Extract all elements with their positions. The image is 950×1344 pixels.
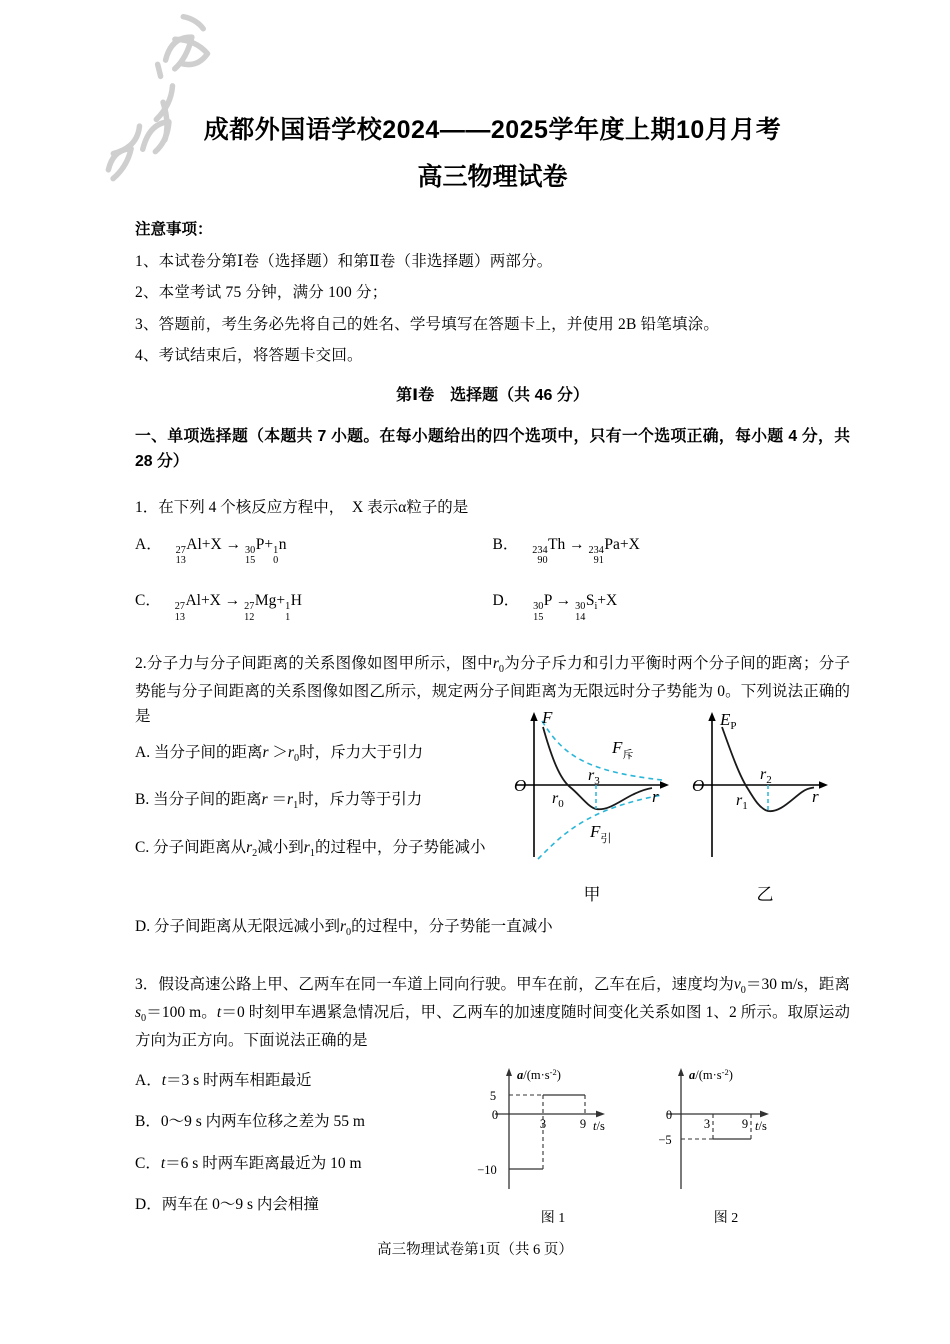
option-a-text-tail: 时，斥力大于引力	[299, 743, 424, 761]
reaction-operator: +X →	[200, 591, 241, 609]
figure-pair-jia-yi	[504, 707, 850, 905]
reaction-tail: +X	[619, 535, 640, 553]
question-1-option-b[interactable]	[493, 537, 851, 567]
question-3-number: 3．	[135, 976, 159, 994]
figure-yi-caption: 乙	[756, 884, 774, 904]
nuclide-sup-sub: 27 13	[174, 601, 185, 623]
nuclide-symbol: n	[278, 535, 287, 553]
nuclide-symbol: P	[543, 591, 552, 609]
option-b-label: B．	[492, 535, 519, 553]
figure-yi-svg	[680, 707, 850, 875]
figure-graph2-y-axis-label: $a/(m\cdot s^{-2})$	[689, 1066, 733, 1082]
var-v0-sub: 0	[740, 985, 746, 997]
figure-yi-origin-label: O	[692, 775, 705, 795]
option-c-label: C．	[135, 591, 161, 609]
question-2-options	[135, 729, 504, 859]
var-r: r	[287, 743, 294, 761]
question-3-option-c[interactable]	[135, 1130, 465, 1172]
question-3-options	[135, 1053, 465, 1213]
figure-jia-svg	[504, 707, 680, 875]
option-a-text: ＝3 s 时两车相距最近	[166, 1071, 312, 1089]
figure-graph1	[465, 1057, 641, 1227]
nuclide-sup-sub: 30 15	[244, 545, 256, 567]
option-a-relation: ＞	[272, 743, 288, 761]
var-r: r	[339, 917, 347, 935]
question-1-option-a[interactable]	[135, 537, 493, 567]
figure-yi	[680, 707, 850, 905]
figure-graph1-xtick-9: 9	[579, 1116, 587, 1131]
nuclide-sup-sub: 234 90	[532, 545, 548, 567]
option-a-label: A.	[135, 743, 151, 761]
notice-item-2: 2、本堂考试 75 分钟，满分 100 分；	[135, 284, 388, 301]
option-a-text: 当分子间的距离	[153, 743, 263, 761]
question-2-text-part1: 分子力与分子间距离的关系图像如图甲所示，图中	[146, 655, 493, 673]
figure-graph2-ytick-0: 0	[665, 1107, 673, 1122]
reaction-operator: +	[276, 591, 286, 609]
reaction-tail: +X	[597, 591, 618, 609]
var-t: t	[161, 1071, 167, 1089]
figure-jia-caption: 甲	[583, 884, 601, 904]
figure-yi-label-r1: $r_1$	[736, 791, 748, 812]
var-r-sub: 0	[346, 927, 352, 939]
notice-item-3: 3、答题前，考生务必先将自己的姓名、学号填写在答题卡上，并使用 2B 铅笔填涂。	[135, 315, 720, 333]
page-title: 成都外国语学校2024——2025学年度上期10月月考	[203, 116, 782, 144]
question-2-text-part2: 为分子斥力和引力平衡时两个分子间的距离；分子势能与分子间距离的关系图像如图乙所示，规定两分子间距离为无限远时分子势能为 0。下列说法正确的是	[135, 655, 850, 725]
notice-item-4: 4、考试结束后，将答题卡交回。	[135, 347, 363, 364]
figure-jia-origin-label: O	[514, 775, 527, 795]
var-r: r	[246, 838, 253, 856]
var-r-sub: 2	[252, 847, 258, 859]
figure-jia-label-fatt: $F_引$	[590, 821, 612, 845]
option-c-text-tail: 的过程中，分子势能减小	[314, 838, 486, 856]
question-3-option-a[interactable]	[135, 1053, 465, 1089]
option-b-text: 当分子间的距离	[153, 791, 262, 809]
page-subtitle: 高三物理试卷	[417, 163, 568, 191]
group-heading: 一、单项选择题（本题共 7 小题。在每小题给出的四个选项中，只有一个选项正确，每小题 4 分，共 28 分）	[135, 427, 850, 471]
reaction-operator: +	[264, 535, 274, 553]
reaction-arrow: →	[569, 535, 585, 553]
question-3-option-d[interactable]	[135, 1171, 465, 1213]
nuclide-isotope-sub: i	[594, 601, 598, 613]
option-c-relation: 减小到	[257, 838, 304, 856]
var-r-sub: 1	[309, 847, 315, 859]
question-2-option-c[interactable]	[135, 812, 504, 859]
option-b-relation: ＝	[271, 791, 288, 809]
question-3-stem	[135, 938, 850, 1052]
nuclide-sup-sub: 1 0	[273, 545, 279, 567]
option-c-label: C．	[135, 1154, 161, 1172]
question-1-options-row-1	[135, 520, 850, 567]
figure-graph2-xtick-3: 3	[703, 1116, 711, 1131]
option-d-label: D.	[135, 917, 151, 935]
figure-graph2-svg	[641, 1057, 811, 1202]
question-2-option-a[interactable]	[135, 729, 504, 764]
figure-graph2-xtick-9: 9	[741, 1116, 749, 1131]
part-heading: 第Ⅰ卷 选择题（共 46 分）	[396, 386, 589, 404]
figure-yi-y-axis-label: $E_P$	[720, 709, 737, 732]
option-a-label: A．	[135, 1071, 162, 1089]
figure-jia-label-frep: $F_斥$	[612, 737, 634, 761]
nuclide-sup-sub: 30 14	[575, 601, 586, 623]
question-2-option-b[interactable]	[135, 764, 504, 811]
var-r0-sub: 0	[498, 664, 504, 676]
nuclide-symbol: P	[255, 535, 265, 553]
option-c-text: ＝6 s 时两车距离最近为 10 m	[165, 1154, 362, 1172]
option-d-text: 两车在 0～9 s 内会相撞	[161, 1196, 319, 1214]
var-r-sub: 1	[293, 800, 299, 812]
question-3-option-b[interactable]	[135, 1088, 465, 1130]
option-c-text: 分子间距离从	[153, 838, 247, 856]
nuclide-sup-sub: 234 91	[588, 545, 604, 567]
question-2-number: 2.	[135, 655, 147, 673]
reaction-arrow: →	[555, 591, 572, 609]
notice-item-1: 1、本试卷分第Ⅰ卷（选择题）和第Ⅱ卷（非选择题）两部分。	[135, 252, 553, 270]
option-d-label: D．	[492, 591, 520, 609]
option-b-label: B.	[135, 791, 150, 809]
nuclide-sup-sub: 1 1	[285, 601, 291, 623]
option-b-text: 0～9 s 内两车位移之差为 55 m	[160, 1113, 365, 1131]
var-s0: s	[135, 1003, 142, 1021]
option-a-label: A．	[135, 535, 162, 553]
figure-graph2	[641, 1057, 811, 1227]
figure-graph2-x-axis-label: t/s	[755, 1118, 767, 1133]
option-b-label: B．	[135, 1113, 161, 1131]
figure-jia-label-r0: $r_0$	[552, 789, 564, 810]
option-c-label: C.	[135, 838, 150, 856]
option-d-text-tail: 的过程中，分子势能一直减小	[351, 917, 553, 935]
nuclide-sup-sub: 27 12	[244, 601, 255, 623]
var-t: t	[216, 1003, 222, 1021]
page-footer: 高三物理试卷第1页（共 6 页）	[377, 1242, 573, 1258]
figure-graph1-ytick-0: 0	[491, 1107, 499, 1122]
var-r: r	[261, 791, 268, 809]
question-3-text-line2a: ＝30 m/s，距离	[745, 976, 850, 994]
nuclide-symbol: Al	[186, 535, 202, 553]
figure-graph1-y-axis-label: $a/(m\cdot s^{-2})$	[517, 1066, 561, 1082]
var-t: t	[160, 1154, 166, 1172]
figure-yi-x-axis-label: r	[812, 786, 819, 806]
figure-graph2-caption: 图 2	[713, 1210, 739, 1226]
nuclide-sup-sub: 30 15	[533, 601, 544, 623]
question-1-text: 在下列 4 个核反应方程中， X 表示α粒子的是	[158, 498, 469, 516]
figure-graph1-xtick-3: 3	[539, 1116, 547, 1131]
figure-graph1-x-axis-label: t/s	[593, 1118, 605, 1133]
question-1-number: 1．	[135, 498, 159, 516]
figure-graph1-svg	[465, 1057, 641, 1202]
question-2-body	[135, 707, 850, 905]
question-3-text-line2c: ＝0 时刻甲车遇紧急情况后，甲、乙两车的加速度随时间变化关系如图 1、2 所示。取原运动方向为正方向。下面说法正确的是	[135, 1003, 850, 1049]
notice-heading: 注意事项：	[135, 221, 213, 238]
var-r: r	[287, 791, 294, 809]
question-3-figures	[465, 1057, 811, 1227]
figure-pair-graphs	[465, 1057, 811, 1227]
option-d-text: 分子间距离从无限远减小到	[153, 917, 340, 935]
figure-graph1-caption: 图 1	[540, 1210, 566, 1226]
question-1-option-d[interactable]	[493, 593, 851, 623]
figure-jia-y-axis-label: F	[542, 707, 553, 727]
var-r-sub: 0	[293, 753, 300, 765]
nuclide-symbol: H	[290, 591, 302, 609]
option-b-text-tail: 时，斥力等于引力	[298, 791, 423, 809]
nuclide-symbol: S	[585, 591, 595, 609]
nuclide-symbol: Th	[548, 535, 566, 553]
figure-yi-label-r2: $r_2$	[760, 765, 772, 786]
option-d-label: D．	[135, 1196, 162, 1214]
nuclide-symbol: Mg	[254, 591, 277, 609]
question-3-text-line2b: ＝100 m。	[146, 1003, 217, 1021]
var-v0: v	[733, 976, 741, 994]
question-3-text-line1: 假设高速公路上甲、乙两车在同一车道上同向行驶。甲车在前，乙车在后，速度均为	[158, 976, 734, 994]
figure-graph1-ytick-5: 5	[489, 1088, 497, 1103]
question-2-option-d[interactable]	[135, 905, 850, 938]
var-r0: r	[492, 655, 499, 673]
question-1-stem	[135, 475, 850, 520]
question-2-figures	[504, 707, 850, 905]
var-s0-sub: 0	[141, 1013, 147, 1025]
figure-jia	[504, 707, 680, 905]
var-r: r	[303, 838, 310, 856]
question-3-body	[135, 1053, 850, 1227]
figure-graph2-ytick-minus5: −5	[658, 1132, 672, 1147]
var-r: r	[262, 743, 269, 761]
figure-jia-label-r3: $r_3$	[588, 766, 600, 787]
nuclide-symbol: Al	[185, 591, 201, 609]
question-1-options-row-2	[135, 567, 850, 623]
question-1-option-c[interactable]	[135, 593, 493, 623]
reaction-operator: +X →	[201, 535, 242, 553]
figure-graph1-ytick-minus10: −10	[477, 1162, 497, 1177]
nuclide-sup-sub: 27 13	[175, 545, 186, 567]
figure-jia-x-axis-label: r	[652, 786, 659, 806]
nuclide-symbol: Pa	[604, 535, 620, 553]
